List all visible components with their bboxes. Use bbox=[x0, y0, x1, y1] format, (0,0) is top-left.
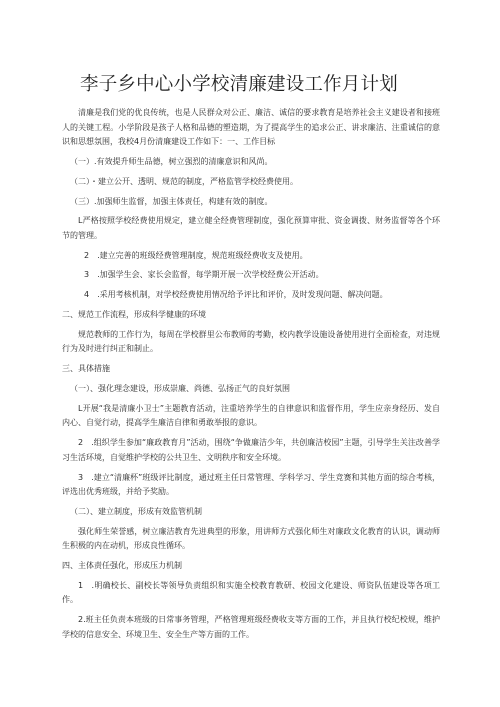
paragraph: 1 .明确校长、副校长等领导负责组织和实施全校教育教研、校园文化建设、师资队伍建设等各项工作。 bbox=[62, 580, 440, 605]
paragraph: 清廉是我们党的优良传统，也是人民群众对公正、廉洁、诚信的要求教育是培养社会主义建设者和接班人的关键工程。小学阶段是孩子人格和品德的塑造期，为了提高学生的追求公正、讲求廉洁、注重诚信的意识和思想氛围，我校4月份清廉建设工作如下：一、工作目标 bbox=[62, 108, 440, 147]
paragraph: 3 .加强学生会、家长会监督，每学期开展一次学校经费公开活动。 bbox=[84, 270, 324, 280]
paragraph: （一）.有效提升师生品德，树立强烈的清廉意识和风尚。 bbox=[70, 156, 273, 166]
paragraph: （二）・建立公开、透明、规范的制度，严格监管学校经费使用。 bbox=[70, 176, 298, 186]
paragraph: 二、规范工作流程，形成科学健康的环境 bbox=[62, 310, 206, 320]
paragraph: L严格按照学校经费使用规定，建立健全经费管理制度，强化预算审批、资金调拨、财务监督等各个环节的管理。 bbox=[62, 216, 440, 240]
paragraph: 3 .建立“清廉杯”班级评比制度，通过班主任日常管理、学科学习、学生竞赛和其他方面的综合考核，评选出优秀班级，并给予奖励。 bbox=[62, 472, 440, 497]
paragraph: 2.班主任负责本班级的日常事务管理，严格管理班级经费收支等方面的工作，并且执行校纪校规，维护学校的信息安全、环境卫生、安全生产等方面的工作。 bbox=[62, 615, 440, 639]
paragraph: 强化师生荣誉感，树立廉洁教育先进典型的形象，用讲师方式强化师生对廉政文化教育的认识，调动师生积极的内在动机，形成良性循环。 bbox=[62, 526, 440, 551]
paragraph: 规范教师的工作行为，每周在学校群里公布教师的考勤，校内教学设施设备使用进行全面检查，对违规行为及时进行纠正和制止。 bbox=[62, 329, 440, 354]
paragraph: （一）、强化理念建设，形成崇廉、尚德、弘扬正气的良好氛围 bbox=[70, 383, 290, 393]
paragraph: 2 .组织学生参加“廉政教育月”活动，围绕“争做廉洁少年，共创廉洁校园”主题，引导学生关注改善学习生活环境，自觉维护学校的公共卫生、文明秩序和安全环境。 bbox=[62, 438, 440, 462]
paragraph: 4 .采用考核机制，对学校经费使用情况给予评比和评价，及时发现问题、解决问题。 bbox=[84, 290, 388, 300]
paragraph: （二）、建立制度，形成有效监管机制 bbox=[70, 506, 202, 516]
document-body bbox=[62, 106, 440, 642]
document-title: 李子乡中心小学校清廉建设工作月计划 bbox=[80, 74, 398, 95]
paragraph: 三、具体措施 bbox=[62, 364, 110, 374]
paragraph: 四、主体责任强化，形成压力机制 bbox=[62, 561, 182, 571]
paragraph: （三）.加强师生监督，加强主体责任，构建有效的制度。 bbox=[70, 196, 273, 206]
paragraph: L开展“我是清廉小卫士”主题教育活动，注重培养学生的自律意识和监督作用，学生应亲身经历、发自内心、自觉行动，提高学生廉洁自律和勇敢举报的意识。 bbox=[62, 403, 440, 428]
paragraph: 2 .建立完善的班级经费管理制度，规范班级经费收支及使用。 bbox=[84, 250, 308, 260]
